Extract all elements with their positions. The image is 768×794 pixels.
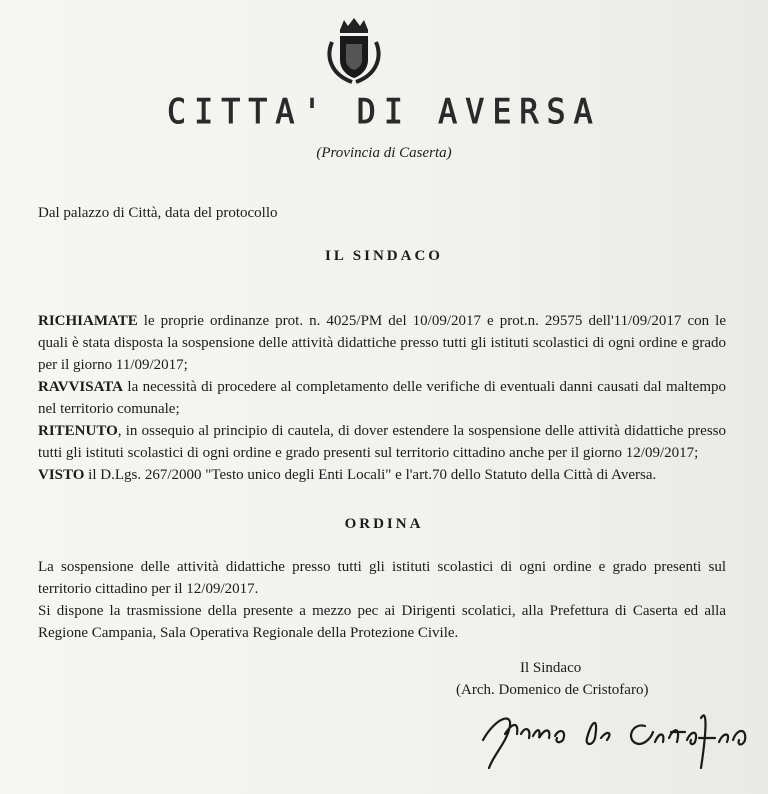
ravvisata-text: la necessità di procedere al completamento delle verifiche di eventuali danni causati dal maltempo nel territorio comunale;: [38, 379, 726, 417]
richiamate-label: RICHIAMATE: [38, 313, 138, 329]
visto-clause: [38, 464, 726, 486]
ritenuto-label: RITENUTO: [38, 423, 118, 439]
ritenuto-text: , in ossequio al principio di cautela, di dover estendere la sospensione delle attività didattiche presso tutti gli istituti scolastici di ogni ordine e grado presenti sul territorio cittadino anche per il giorno 12/09/2017;: [38, 423, 726, 461]
signature-role: Il Sindaco: [520, 660, 582, 676]
ravvisata-clause: [38, 376, 726, 420]
handwritten-signature: [475, 698, 765, 778]
signature-name: (Arch. Domenico de Cristofaro): [456, 682, 649, 698]
richiamate-clause: [38, 310, 726, 376]
preamble-paragraphs: [38, 310, 726, 486]
visto-label: VISTO: [38, 467, 85, 483]
richiamate-text: le proprie ordinanze prot. n. 4025/PM del 10/09/2017 e prot.n. 29575 dell'11/09/2017 con le quali è stata disposta la sospensione delle attività didattiche presso tutti gli istituti scolastici di ogni ordine e grado per il giorno 11/09/2017;: [38, 313, 726, 373]
ordina-line-1: La sospensione delle attività didattiche presso tutti gli istituti scolastici di ogni ordine e grado presenti sul territorio cittadino per il 12/09/2017.: [38, 559, 726, 597]
heading-il-sindaco: IL SINDACO: [325, 248, 443, 264]
ravvisata-label: RAVVISATA: [38, 379, 124, 395]
province-subtitle: (Provincia di Caserta): [316, 145, 452, 161]
dateline: Dal palazzo di Città, data del protocollo: [38, 205, 278, 221]
heading-ordina: ORDINA: [344, 516, 424, 532]
city-crest-icon: [322, 16, 386, 86]
ordina-line-2: Si dispone la trasmissione della presente a mezzo pec ai Dirigenti scolatici, alla Prefettura di Caserta ed alla Regione Campania, Sala Operativa Regionale della Protezione Civile.: [38, 603, 726, 641]
ritenuto-clause: [38, 420, 726, 464]
ordina-paragraphs: [38, 556, 726, 644]
visto-text: il D.Lgs. 267/2000 "Testo unico degli Enti Locali" e l'art.70 dello Statuto della Città di Aversa.: [84, 467, 657, 483]
city-title: CITTA' DI AVERSA: [167, 92, 601, 132]
